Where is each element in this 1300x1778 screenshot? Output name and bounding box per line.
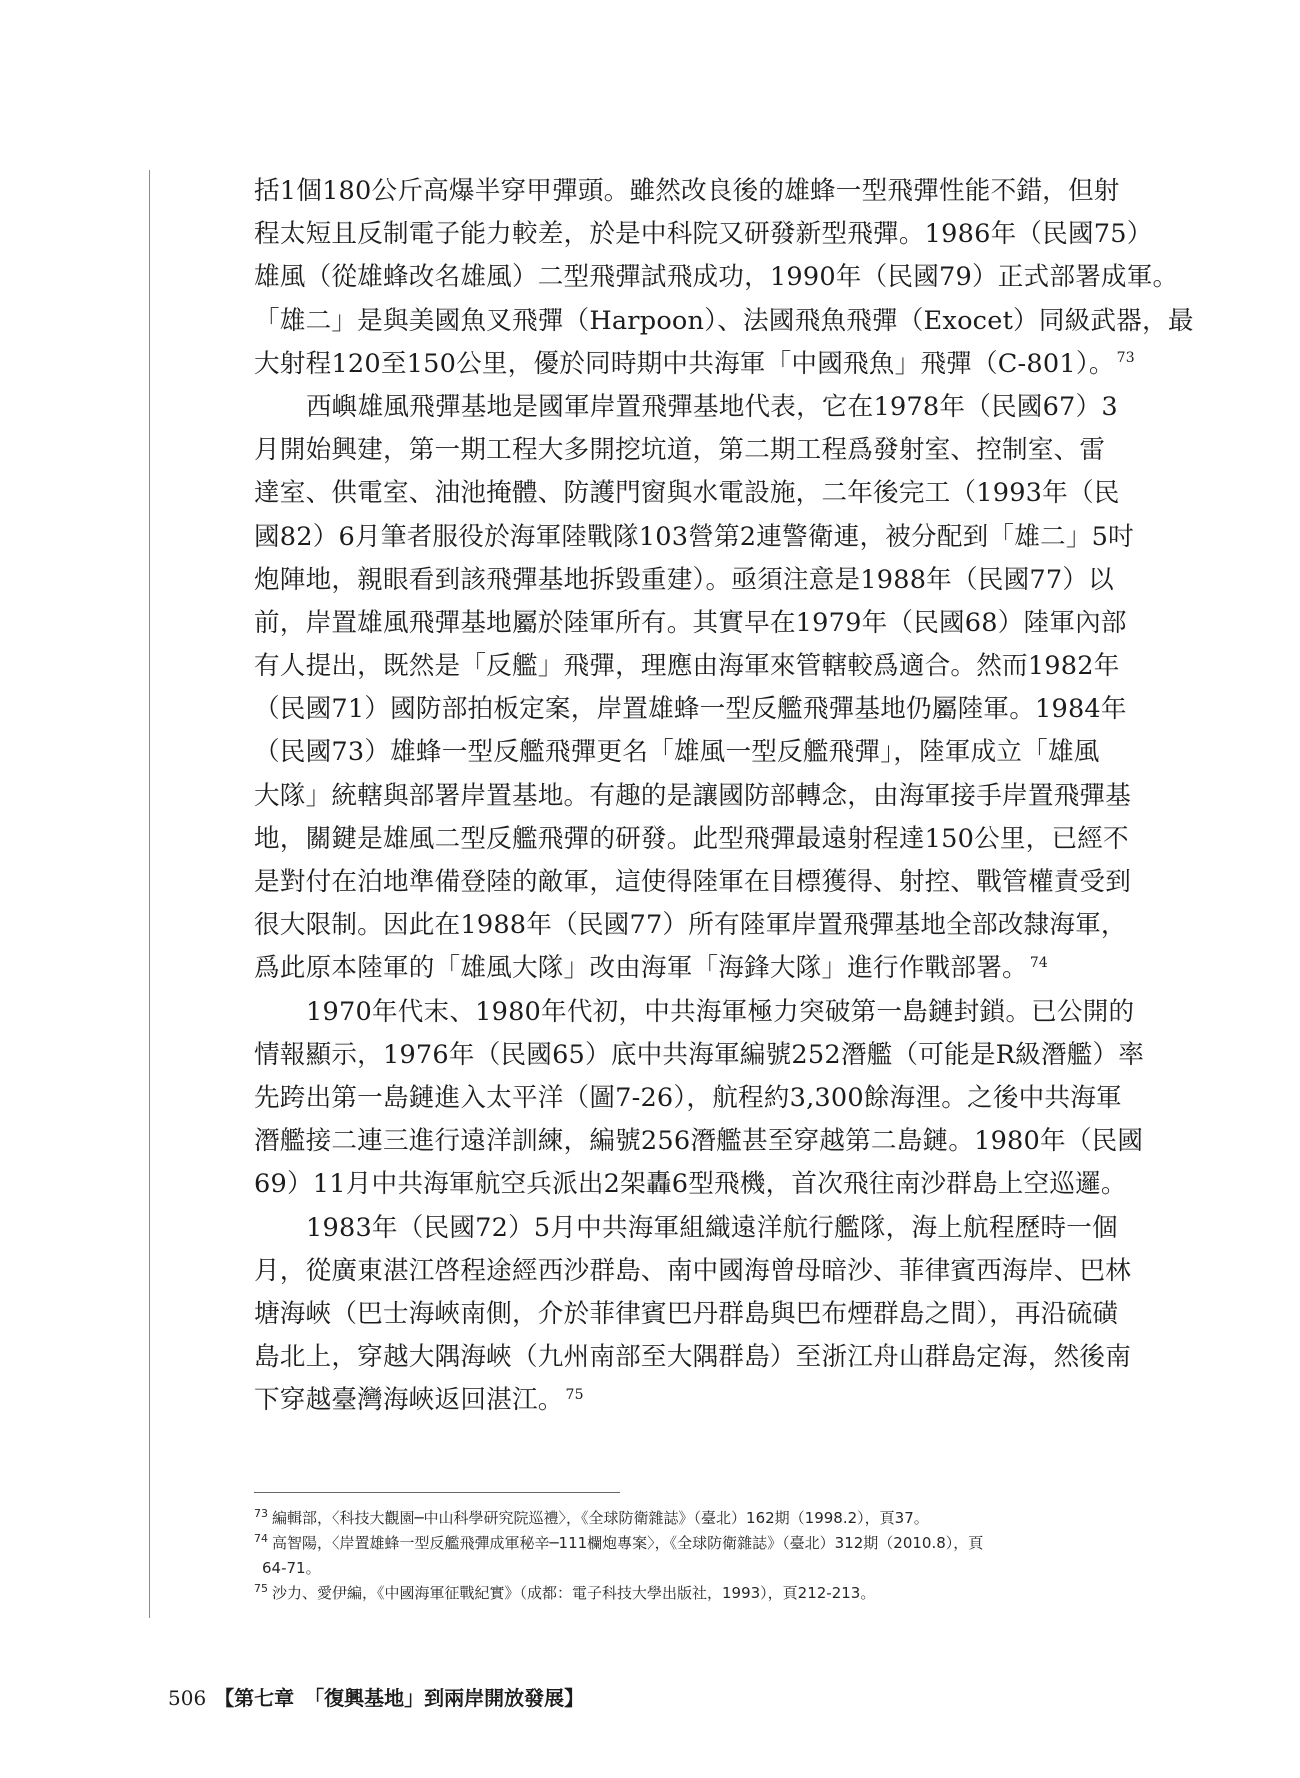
footnote-text: 高智陽，〈岸置雄蜂一型反艦飛彈成軍秘辛─111欄炮專案〉，《全球防衛雜誌》（臺北）312期（2010.8），頁 bbox=[272, 1534, 984, 1552]
text-line: 爲此原本陸軍的「雄風大隊」改由海軍「海鋒大隊」進行作戰部署。 $^{74}$ bbox=[254, 953, 1049, 984]
text-line: （民國71）國防部拍板定案，岸置雄蜂一型反艦飛彈基地仍屬陸軍。1984年 bbox=[254, 694, 1127, 725]
text-line: 國82）6月筆者服役於海軍陸戰隊103營第2連警衛連，被分配到「雄二」5吋 bbox=[254, 521, 1134, 552]
footnote-rule bbox=[254, 1492, 620, 1493]
footnote-text: 編輯部，〈科技大觀園─中山科學研究院巡禮〉，《全球防衛雜誌》（臺北）162期（1998.2），頁37。 bbox=[272, 1509, 929, 1527]
text-line: 雄風（從雄蜂改名雄風）二型飛彈試飛成功，1990年（民國79）正式部署成軍。 bbox=[254, 262, 1179, 293]
text-line: 達室、供電室、油池掩體、防護門窗與水電設施，二年後完工（1993年（民 bbox=[254, 478, 1120, 509]
footnote-number: 73 bbox=[254, 1507, 268, 1520]
text-line: 是對付在泊地準備登陸的敵軍，這使得陸軍在目標獲得、射控、戰管權責受到 bbox=[254, 867, 1131, 897]
footnote-text: 沙力、愛伊編，《中國海軍征戰紀實》（成都：電子科技大學出版社，1993），頁212-213。 bbox=[272, 1584, 876, 1602]
text-line: 炮陣地，親眼看到該飛彈基地拆毀重建）。亟須注意是1988年（民國77）以 bbox=[254, 564, 1114, 595]
text-line: 月開始興建，第一期工程大多開挖坑道，第二期工程爲發射室、控制室、雷 bbox=[254, 435, 1106, 466]
note-ref: 73 bbox=[1116, 350, 1135, 367]
footnotes bbox=[254, 1506, 1138, 1606]
text-line: 「雄二」是與美國魚叉飛彈（Harpoon）、法國飛魚飛彈（Exocet）同級武器，最 bbox=[254, 305, 1194, 336]
text-line: 大射程120至150公里，優於同時期中共海軍「中國飛魚」飛彈（C-801）。 $^{73}$ bbox=[254, 348, 1135, 379]
text-line: （民國73）雄蜂一型反艦飛彈更名「雄風一型反艦飛彈」，陸軍成立「雄風 bbox=[254, 737, 1100, 768]
text-line: 月，從廣東湛江啓程途經西沙群島、南中國海曾母暗沙、菲律賓西海岸、巴林 bbox=[254, 1255, 1131, 1286]
text-line: 1983年（民國72）5月中共海軍組織遠洋航行艦隊，海上航程歷時一個 bbox=[306, 1212, 1118, 1243]
text-line: 程太短且反制電子能力較差，於是中科院又研發新型飛彈。1986年（民國75） bbox=[254, 219, 1153, 250]
running-title: 【第七章 「復興基地」到兩岸開放發展】 bbox=[214, 1686, 585, 1710]
footnote bbox=[254, 1506, 1138, 1531]
footnote-continuation: 64-71。 bbox=[262, 1559, 321, 1577]
footnote bbox=[254, 1581, 1138, 1606]
text-line: 前，岸置雄風飛彈基地屬於陸軍所有。其實早在1979年（民國68）陸軍內部 bbox=[254, 607, 1127, 638]
body-text bbox=[254, 170, 1194, 1422]
text-line: 有人提出，既然是「反艦」飛彈，理應由海軍來管轄較爲適合。然而1982年 bbox=[254, 651, 1120, 682]
text-line: 1970年代末、1980年代初，中共海軍極力突破第一島鏈封鎖。已公開的 bbox=[306, 996, 1135, 1027]
footnote bbox=[254, 1531, 1138, 1556]
text-line: 地，關鍵是雄風二型反艦飛彈的研發。此型飛彈最遠射程達150公里，已經不 bbox=[254, 823, 1129, 854]
footnote-number: 75 bbox=[254, 1582, 268, 1595]
text-line: 潛艦接二連三進行遠洋訓練，編號256潛艦甚至穿越第二島鏈。1980年（民國 bbox=[254, 1126, 1144, 1157]
note-ref: 74 bbox=[1029, 954, 1049, 971]
text-line: 先跨出第一島鏈進入太平洋（圖7-26），航程約3,300餘海浬。之後中共海軍 bbox=[254, 1082, 1122, 1113]
text-line: 西嶼雄風飛彈基地是國軍岸置飛彈基地代表，它在1978年（民國67）3 bbox=[306, 391, 1118, 422]
text-line: 69）11月中共海軍航空兵派出2架轟6型飛機，首次飛往南沙群島上空巡邏。 bbox=[254, 1169, 1127, 1200]
text-line: 塘海峽（巴士海峽南側，介於菲律賓巴丹群島與巴布煙群島之間），再沿硫磺 bbox=[254, 1298, 1119, 1329]
page-number: 506 bbox=[168, 1686, 207, 1710]
text-line: 大隊」統轄與部署岸置基地。有趣的是讓國防部轉念，由海軍接手岸置飛彈基 bbox=[254, 780, 1131, 811]
margin-rule bbox=[149, 170, 150, 1618]
footnote-number: 74 bbox=[254, 1532, 268, 1545]
text-line: 島北上，穿越大隅海峽（九州南部至大隅群島）至浙江舟山群島定海，然後南 bbox=[254, 1342, 1131, 1373]
text-line: 下穿越臺灣海峽返回湛江。 $^{75}$ bbox=[254, 1385, 584, 1416]
text-line: 很大限制。因此在1988年（民國77）所有陸軍岸置飛彈基地全部改隸海軍， bbox=[254, 910, 1127, 941]
text-line: 括1個180公斤高爆半穿甲彈頭。雖然改良後的雄蜂一型飛彈性能不錯，但射 bbox=[254, 176, 1120, 206]
note-ref: 75 bbox=[565, 1386, 584, 1403]
text-line: 情報顯示，1976年（民國65）底中共海軍編號252潛艦（可能是R級潛艦）率 bbox=[254, 1039, 1145, 1070]
running-footer bbox=[168, 1682, 584, 1711]
